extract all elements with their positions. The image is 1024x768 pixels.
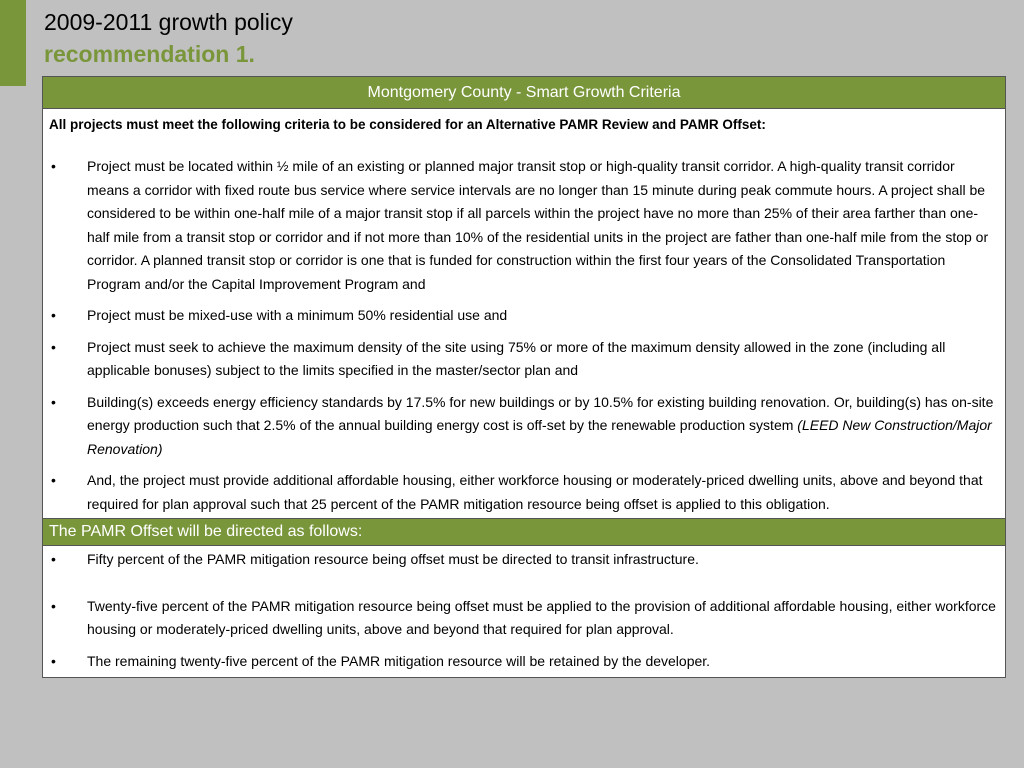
list-item	[49, 469, 999, 516]
bullet-icon: •	[51, 652, 56, 669]
criteria-text: Project must be located within ½ mile of an existing or planned major transit stop or high-quality transit corridor. A high-quality transit corridor means a corridor with fixed route bus service where service intervals are no longer than 15 minute during peak commute hours. A project shall be considered to be within one-half mile of a major transit stop if all parcels within the project have no more than 25% of their area farther than one-half mile from a transit stop or corridor and if not more than 10% of the residential units in the project are father than one-half mile from the stop or corridor. A planned transit stop or corridor is one that is funded for construction within the first four years of the Consolidated Transportation Program and/or the Capital Improvement Program and	[87, 158, 989, 292]
criteria-text: Project must seek to achieve the maximum density of the site using 75% or more of the maximum density allowed in the zone (including all applicable bonuses) subject to the limits specified in the master/sector plan and	[87, 338, 946, 378]
list-item	[49, 391, 999, 462]
title-line-1: 2009-2011 growth policy	[44, 9, 293, 35]
criteria-text	[87, 391, 999, 462]
list-item	[49, 336, 999, 383]
panel-header: Montgomery County - Smart Growth Criteria	[43, 77, 1005, 109]
list-item	[49, 548, 999, 572]
list-item	[49, 304, 999, 328]
criteria-text: And, the project must provide additional affordable housing, either workforce housing or moderately-priced dwelling units, above and beyond that required for plan approval such that 25 percent of the PAMR mitigation resource being offset is applied to this obligation.	[87, 472, 983, 512]
accent-bar	[0, 0, 26, 86]
bullet-icon: •	[51, 393, 56, 410]
offset-section	[43, 546, 1005, 677]
bullet-icon: •	[51, 158, 56, 174]
offset-text: The remaining twenty-five percent of the PAMR mitigation resource will be retained by the developer.	[87, 652, 711, 669]
offset-header: The PAMR Offset will be directed as follows:	[43, 518, 1005, 546]
criteria-panel	[42, 76, 1006, 678]
bullet-icon: •	[51, 551, 56, 567]
list-item	[49, 595, 999, 642]
bullet-icon: •	[51, 338, 56, 355]
list-item	[49, 155, 999, 296]
title-line-2: recommendation 1.	[44, 41, 255, 67]
bullet-icon: •	[51, 472, 56, 488]
offset-text: Twenty-five percent of the PAMR mitigation resource being offset must be applied to the provision of additional affordable housing, either workforce housing or moderately-priced dwelling units, above and beyond that required for plan approval.	[87, 597, 996, 637]
criteria-intro: All projects must meet the following criteria to be considered for an Alternative PAMR Review and PAMR Offset:	[49, 117, 766, 132]
slide-title	[44, 6, 293, 70]
criteria-text: Project must be mixed-use with a minimum 50% residential use and	[87, 307, 508, 323]
bullet-icon: •	[51, 597, 56, 614]
list-item	[49, 650, 999, 674]
criteria-section	[43, 109, 1005, 518]
energy-text: Building(s) exceeds energy efficiency standards by 17.5% for new buildings or by 10.5% for existing building renovation. Or, building(s) has on-site energy production such that 2.5% of the annual building energy cost is off-set by the renewable production system	[87, 393, 994, 433]
bullet-icon: •	[51, 307, 56, 323]
offset-text: Fifty percent of the PAMR mitigation resource being offset must be directed to transit infrastructure.	[87, 551, 699, 567]
energy-italic-note: (LEED New Construction/Major Renovation)	[87, 417, 992, 457]
